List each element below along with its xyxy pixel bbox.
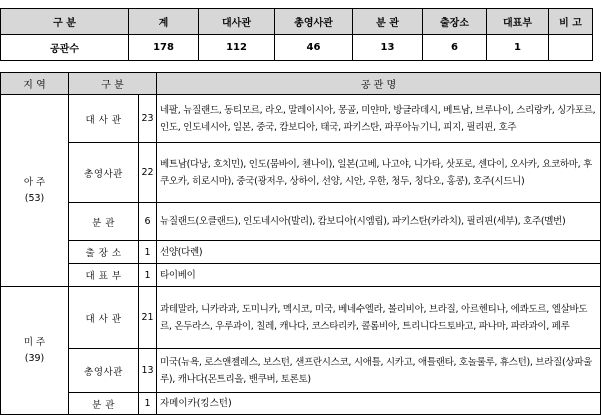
detail-header-row [1, 73, 601, 95]
count-cell: 1 [139, 264, 157, 287]
detail-header-region: 지 역 [1, 73, 69, 95]
category-cell: 총영사관 [69, 349, 139, 393]
table-row [1, 241, 601, 264]
detail-header-names: 공 관 명 [157, 73, 601, 95]
summary-cell: 공관수 [1, 35, 129, 61]
table-row [1, 203, 601, 241]
summary-cell [549, 35, 593, 61]
summary-table [0, 8, 593, 61]
region-name: 아 주 [23, 176, 46, 188]
mission-list-cell: 네팔, 뉴질랜드, 동티모르, 라오, 말레이시아, 몽골, 미얀마, 방글라데시, 베트남, 브루나이, 스리랑카, 싱가포르, 인도, 인도네시아, 일본, 중국, 캄보디아, 태국, 파키스탄, 파푸아뉴기니, 피지, 필리핀, 호주 [157, 95, 601, 143]
category-cell: 총영사관 [69, 143, 139, 203]
count-cell: 22 [139, 143, 157, 203]
summary-cell: 112 [199, 35, 275, 61]
table-row [1, 287, 601, 349]
count-cell: 21 [139, 287, 157, 349]
mission-list-cell: 타이베이 [157, 264, 601, 287]
summary-cell: 46 [275, 35, 353, 61]
summary-header-row [1, 9, 593, 35]
summary-header-cell: 대사관 [199, 9, 275, 35]
table-row [1, 349, 601, 393]
region-cell-asia [1, 95, 69, 287]
summary-cell: 1 [487, 35, 549, 61]
category-cell: 출 장 소 [69, 241, 139, 264]
count-cell: 6 [139, 203, 157, 241]
category-cell: 대 표 부 [69, 264, 139, 287]
table-row [1, 393, 601, 415]
category-cell: 대 사 관 [69, 95, 139, 143]
summary-header-cell: 분 관 [353, 9, 423, 35]
summary-header-cell: 계 [129, 9, 199, 35]
count-cell: 1 [139, 393, 157, 415]
mission-list-cell: 베트남(다낭, 호치민), 인도(뭄바이, 첸나이), 일본(고베, 나고야, 니가타, 삿포로, 센다이, 오사카, 요코하마, 후쿠오카, 히로시마), 중국(광저우, 상하이, 선양, 시안, 우한, 청두, 칭다오, 홍콩), 호주(시드니) [157, 143, 601, 203]
count-cell: 13 [139, 349, 157, 393]
summary-header-cell: 총영사관 [275, 9, 353, 35]
table-row [1, 264, 601, 287]
summary-cell: 178 [129, 35, 199, 61]
category-cell: 분 관 [69, 203, 139, 241]
category-cell: 분 관 [69, 393, 139, 415]
category-cell: 대 사 관 [69, 287, 139, 349]
region-count: (39) [24, 352, 45, 364]
table-row [1, 143, 601, 203]
mission-list-cell: 선양(다롄) [157, 241, 601, 264]
summary-header-cell: 대표부 [487, 9, 549, 35]
summary-header-cell: 출장소 [423, 9, 487, 35]
mission-list-cell: 미국(뉴욕, 로스앤젤레스, 보스턴, 샌프란시스코, 시애틀, 시카고, 애틀랜타, 호놀룰루, 휴스턴), 브라질(상파울루), 캐나다(몬트리올, 밴쿠버, 토론토) [157, 349, 601, 393]
detail-header-category: 구 분 [69, 73, 157, 95]
count-cell: 23 [139, 95, 157, 143]
mission-list-cell: 뉴질랜드(오클랜드), 인도네시아(발리), 캄보디아(시엠립), 파키스탄(카라치), 필리핀(세부), 호주(멜번) [157, 203, 601, 241]
summary-header-cell: 비 고 [549, 9, 593, 35]
region-name: 미 주 [23, 336, 46, 348]
summary-header-cell: 구 분 [1, 9, 129, 35]
summary-data-row [1, 35, 593, 61]
count-cell: 1 [139, 241, 157, 264]
mission-list-cell: 과테말라, 니카라과, 도미니카, 멕시코, 미국, 베네수엘라, 볼리비아, 브라질, 아르헨티나, 에콰도르, 엘살바도르, 온두라스, 우루과이, 칠레, 캐나다, 코스타리카, 콜롬비아, 트리니다드토바고, 파나마, 파라과이, 페루 [157, 287, 601, 349]
region-cell-americas [1, 287, 69, 415]
summary-cell: 13 [353, 35, 423, 61]
region-count: (53) [24, 192, 45, 204]
table-row [1, 95, 601, 143]
mission-detail-table [0, 72, 601, 415]
mission-list-cell: 자메이카(킹스턴) [157, 393, 601, 415]
summary-cell: 6 [423, 35, 487, 61]
